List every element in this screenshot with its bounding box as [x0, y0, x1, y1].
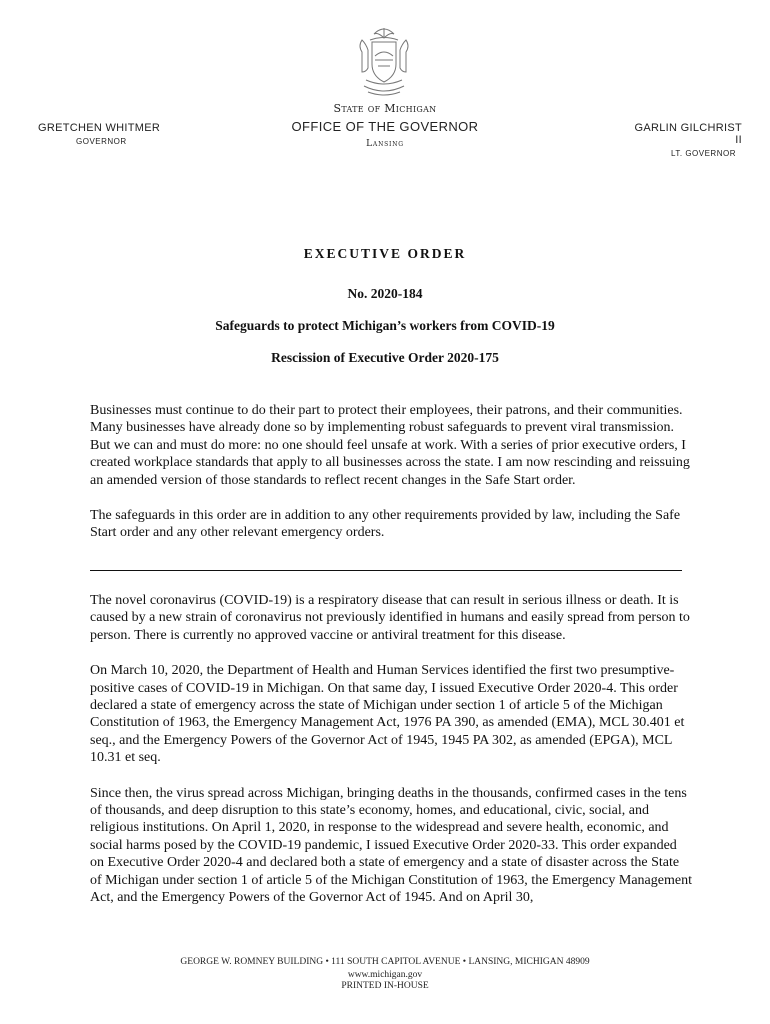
intro-paragraph: The safeguards in this order are in addition to any other requirements provided by law, including the Safe Start order and any other relevant emergency orders. — [90, 508, 681, 541]
footer-address: GEORGE W. ROMNEY BUILDING • 111 SOUTH CAPITOL AVENUE • LANSING, MICHIGAN 48909 — [180, 957, 590, 967]
order-rescission: Rescission of Executive Order 2020-175 — [271, 350, 499, 365]
intro-section — [90, 402, 694, 560]
body-paragraph: Since then, the virus spread across Michigan, bringing deaths in the thousands, confirmed cases in the tens of thousands, and deep disruption to this state’s economy, homes, and educational, civic, social, and religious institutions. On April 1, 2020, in response to the widespread and severe health, economic, and social harms posed by the COVID-19 pandemic, I issued Executive Order 2020-33. This order expanded on Executive Order 2020-4 and declared both a state of emergency and a state of disaster across the State of Michigan under section 1 of article 5 of the Michigan Constitution of 1963, the Emergency Management Act, and the Emergency Powers of the Governor Act of 1945. And on April 30, — [90, 785, 692, 906]
order-title: EXECUTIVE ORDER — [303, 246, 467, 261]
michigan-state-seal-icon — [352, 22, 416, 100]
governor-block — [38, 122, 160, 146]
body-section — [90, 592, 694, 925]
body-paragraph: The novel coronavirus (COVID-19) is a respiratory disease that can result in serious illness or death. It is caused by a new strain of coronavirus not previously identified in humans and easily spread from person to person. There is currently no approved vaccine or antiviral treatment for this disease. — [90, 593, 690, 643]
lt-governor-name: GARLIN GILCHRIST II — [634, 122, 742, 146]
footer-website: www.michigan.gov — [347, 970, 423, 980]
city-name: Lansing — [366, 139, 404, 149]
office-name: OFFICE OF THE GOVERNOR — [291, 119, 479, 134]
lt-governor-block — [626, 122, 742, 158]
order-number: No. 2020-184 — [347, 286, 423, 301]
state-name: State of Michigan — [333, 102, 437, 115]
order-subtitle: Safeguards to protect Michigan’s workers from COVID-19 — [215, 318, 555, 333]
governor-name: GRETCHEN WHITMER — [38, 122, 161, 134]
lt-governor-title: LT. GOVERNOR — [671, 149, 736, 158]
governor-title: GOVERNOR — [76, 137, 127, 146]
section-divider — [90, 570, 682, 571]
footer-printed: PRINTED IN-HOUSE — [341, 981, 429, 991]
intro-paragraph: Businesses must continue to do their part to protect their employees, their patrons, and their communities. Many businesses have already done so by implementing robust safeguards to prevent viral transmission. But we can and must do more: no one should feel unsafe at work. With a series of prior executive orders, I created workplace standards that apply to all businesses across the state. I am now rescinding and reissuing an amended version of those standards to reflect recent changes in the Safe Start order. — [90, 403, 690, 488]
body-paragraph: On March 10, 2020, the Department of Health and Human Services identified the first two presumptive-positive cases of COVID-19 in Michigan. On that same day, I issued Executive Order 2020-4. This order declared a state of emergency across the state of Michigan under section 1 of article 5 of the Michigan Constitution of 1963, the Emergency Management Act, 1976 PA 390, as amended (EMA), MCL 30.401 et seq., and the Emergency Powers of the Governor Act of 1945, 1945 PA 302, as amended (EPGA), MCL 10.31 et seq. — [90, 663, 685, 766]
